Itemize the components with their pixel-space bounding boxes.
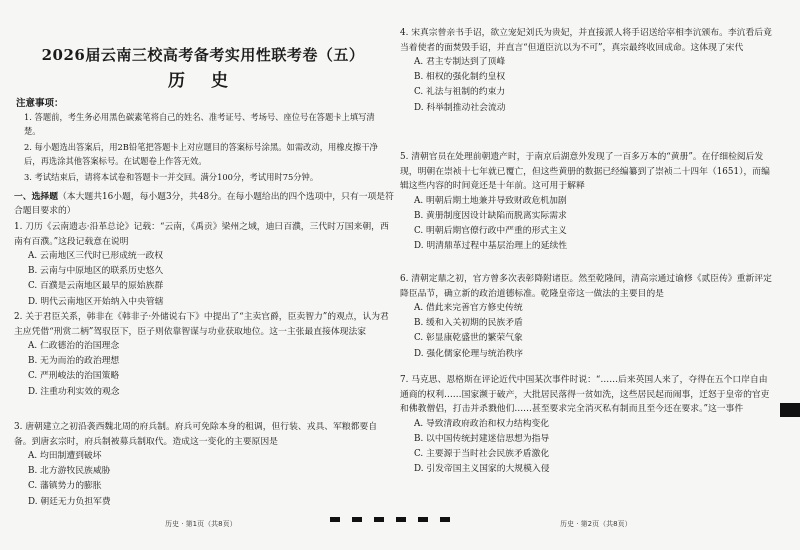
question-7-option-b: B. 以中国传统封建迷信思想为指导 xyxy=(414,433,550,444)
question-6 xyxy=(400,272,772,362)
question-5-option-d: D. 明清鼎革过程中基层治理上的延续性 xyxy=(414,241,568,252)
section-text: （本大题共16小题，每小题3分，共48分。在每小题给出的四个选项中，只有一项是符合题目要求的） xyxy=(14,192,394,216)
notice-item-1: 1. 答题前，考生务必用黑色碳素笔将自己的姓名、准考证号、考场号、座位号在答题卡上填写清楚。 xyxy=(24,112,375,136)
question-1 xyxy=(14,220,392,310)
edge-alignment-mark xyxy=(780,403,800,417)
exam-title: 2026届云南三校高考备考实用性联考卷（五） xyxy=(41,46,365,64)
question-3-option-c: C. 藩镇势力的膨胀 xyxy=(28,481,102,492)
question-7-option-c: C. 主要源于当时社会民族矛盾激化 xyxy=(414,448,550,459)
exam-subject: 历 史 xyxy=(168,71,238,91)
question-4-option-b: B. 相权的强化制约皇权 xyxy=(414,72,506,83)
question-2-option-d: D. 注重功利实效的观念 xyxy=(28,386,120,397)
question-5-option-a: A. 明朝后期土地兼并导致财政危机加剧 xyxy=(414,195,567,206)
question-1-option-a: A. 云南地区三代时已形成统一政权 xyxy=(28,251,164,261)
question-7 xyxy=(400,373,772,477)
question-1-stem: 1. 刀历《云南遗志·沿革总论》记载：“云南，《禹贡》梁州之域，迪曰百濮，三代时万国来朝，西南有百濮。”这段记载意在说明 xyxy=(14,222,389,247)
question-6-option-d: D. 强化儒家伦理与统治秩序 xyxy=(414,348,524,359)
registration-mark xyxy=(374,517,384,522)
question-7-stem: 7. 马克思、恩格斯在评论近代中国某次事件时说：“……后来英国人来了，夺得在五个口岸自由通商的权利……国家濒于破产，大批居民落得一贫如洗，这些居民起而闹事，迁怒于皇帝的官吏和佛教僧侣，打击并杀戮他们……甚至要求完全消灭私有制而且至今还在要求。”这一事件 xyxy=(400,375,770,414)
question-4-option-d: D. 科举制推动社会流动 xyxy=(414,102,506,113)
question-3-option-b: B. 北方游牧民族威胁 xyxy=(28,466,111,477)
question-3 xyxy=(14,420,392,510)
registration-mark xyxy=(330,517,340,522)
footer-right-page-number: 历史 · 第2页（共8页） xyxy=(560,520,632,528)
registration-marks xyxy=(330,517,480,527)
notice-item-3: 3. 考试结束后，请将本试卷和答题卡一并交回。满分100分，考试用时75分钟。 xyxy=(24,172,319,182)
footer-left-page-number: 历史 · 第1页（共8页） xyxy=(165,520,237,528)
question-2-option-c: C. 严刑峻法的治国策略 xyxy=(28,371,120,382)
registration-mark xyxy=(352,517,362,522)
notice-heading: 注意事项： xyxy=(16,98,64,109)
question-2-option-a: A. 仁政德治的治国理念 xyxy=(28,341,120,351)
question-2-option-b: B. 无为而治的政治理想 xyxy=(28,356,120,367)
registration-mark xyxy=(396,517,406,522)
question-5-stem: 5. 清朝官员在处理前朝遗产时，于南京后湖意外发现了一百多万本的“黄册”。在仔细检阅后发现，明朝在崇祯十七年就已覆亡，但这些黄册的数据已经编纂到了崇祯二十四年（1651），而编辑这些内容的时间竟还是十年前。这可用于解释 xyxy=(400,152,770,191)
question-1-option-d: D. 明代云南地区开始纳入中央管辖 xyxy=(28,296,164,307)
question-3-stem: 3. 唐朝建立之初沿袭西魏北周的府兵制。府兵可免除本身的租调，但行装、戎具、军粮都要自备。到唐玄宗时，府兵制被募兵制取代。造成这一变化的主要原因是 xyxy=(14,422,378,447)
question-6-option-c: C. 彰显康乾盛世的繁荣气象 xyxy=(414,333,523,344)
question-5-option-b: B. 黄册制度因设计缺陷而脱离实际需求 xyxy=(414,210,567,221)
question-2-stem: 2. 关于君臣关系，韩非在《韩非子·外储说右下》中提出了“主卖官爵，臣卖智力”的观点，认为君主应凭借“刑赏二柄”驾驭臣下，臣子则依靠智谋与功业获取地位。这一主张最直接体现法家 xyxy=(14,312,389,337)
question-4-option-c: C. 礼法与祖制的约束力 xyxy=(414,87,506,98)
question-3-option-a: A. 均田制遭到破坏 xyxy=(28,451,102,461)
question-6-option-b: B. 缓和入关初期的民族矛盾 xyxy=(414,318,523,329)
question-5 xyxy=(400,150,772,254)
question-1-option-c: C. 百濮是云南地区最早的原始族群 xyxy=(28,281,164,292)
question-4-stem: 4. 宋真宗曾亲书手诏，欲立宠妃刘氏为贵妃，并直接派人将手诏送给宰相李沆颁布。李沆看后竟当着使者的面焚毁手诏，并直言“但道臣沆以为不可”，真宗最终收回成命。这体现了宋代 xyxy=(400,28,772,53)
question-7-option-d: D. 引发帝国主义国家的大规模入侵 xyxy=(414,464,550,475)
registration-mark xyxy=(418,517,428,522)
notice-item-2: 2. 每小题选出答案后，用2B铅笔把答题卡上对应题目的答案标号涂黑。如需改动，用橡皮擦干净后，再选涂其他答案标号。在试题卷上作答无效。 xyxy=(24,142,378,166)
question-7-option-a: A. 导致清政府政治和权力结构变化 xyxy=(414,418,550,429)
question-5-option-c: C. 明朝后期官僚行政中严重的形式主义 xyxy=(414,225,567,236)
question-6-option-a: A. 借此来完善官方修史传统 xyxy=(414,303,523,313)
registration-mark xyxy=(440,517,450,522)
question-3-option-d: D. 朝廷无力负担军费 xyxy=(28,496,111,507)
question-4 xyxy=(400,26,772,116)
section-label: 一、选择题 xyxy=(14,192,58,202)
question-2 xyxy=(14,310,392,400)
question-6-stem: 6. 清朝定鼎之初，官方曾多次表彰降附诸臣。然至乾隆间，清高宗通过谕修《贰臣传》重新评定降臣品节，确立新的政治道德标准。乾隆皇帝这一做法的主要目的是 xyxy=(400,274,772,299)
question-4-option-a: A. 君主专制达到了顶峰 xyxy=(414,57,506,67)
section-header xyxy=(14,190,394,218)
question-1-option-b: B. 云南与中原地区的联系历史悠久 xyxy=(28,266,164,277)
